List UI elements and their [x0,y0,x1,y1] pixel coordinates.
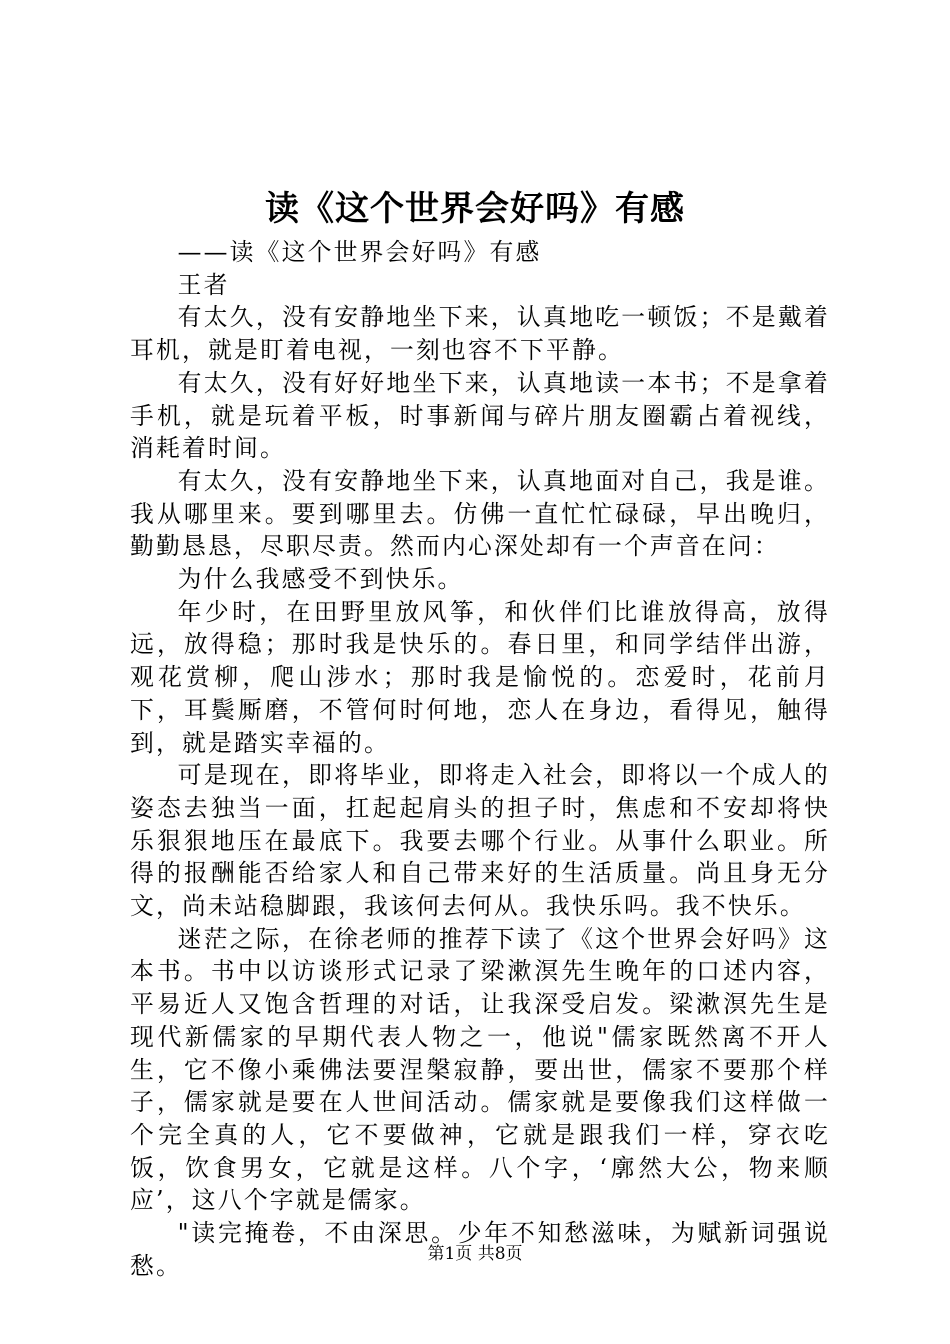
paragraph: 有太久，没有安静地坐下来，认真地吃一顿饭；不是戴着耳机，就是盯着电视，一刻也容不下平静。 [130,303,830,365]
subtitle: ——读《这个世界会好吗》有感 [177,238,542,266]
paragraph: "读完掩卷，不由深思。少年不知愁滋味，为赋新词强说愁。 [130,1219,830,1280]
paragraph: 为什么我感受不到快乐。 [177,565,464,594]
document-title: 读《这个世界会好吗》有感 [265,189,685,229]
paragraph: 有太久，没有安静地坐下来，认真地面对自己，我是谁。我从哪里来。要到哪里去。仿佛一直忙忙碌碌，早出晚归，勤勤恳恳，尽职尽责。然而内心深处却有一个声音在问： [130,466,830,561]
document-body [130,236,830,1283]
paragraph: 年少时，在田野里放风筝，和伙伴们比谁放得高，放得远，放得稳；那时我是快乐的。春日里，和同学结伴出游，观花赏柳，爬山涉水；那时我是愉悦的。恋爱时，花前月下，耳鬓厮磨，不管何时何地，恋人在身边，看得见，触得到，就是踏实幸福的。 [130,597,830,757]
paragraph: 迷茫之际，在徐老师的推荐下读了《这个世界会好吗》这本书。书中以访谈形式记录了梁漱溟先生晚年的口述内容，平易近人又饱含哲理的对话，让我深受启发。梁漱溟先生是现代新儒家的早期代表人物之一，他说"儒家既然离不开人生，它不像小乘佛法要涅槃寂静，要出世，儒家不要那个样子，儒家就是要在人世间活动。儒家就是要像我们这样做一个完全真的人，它不要做神，它就是跟我们一样，穿衣吃饭，饮食男女，它就是这样。八个字，‘廓然大公，物来顺应’，这八个字就是儒家。 [130,924,830,1215]
author: 王者 [177,270,230,299]
paragraph: 有太久，没有好好地坐下来，认真地读一本书；不是拿着手机，就是玩着平板，时事新闻与碎片朋友圈霸占着视线，消耗着时间。 [130,368,830,463]
page-footer: 第1页 共8页 [427,1244,523,1264]
paragraph: 可是现在，即将毕业，即将走入社会，即将以一个成人的姿态去独当一面，扛起起肩头的担子时，焦虑和不安却将快乐狠狠地压在最底下。我要去哪个行业。从事什么职业。所得的报酬能否给家人和自己带来好的生活质量。尚且身无分文，尚未站稳脚跟，我该何去何从。我快乐吗。我不快乐。 [130,761,830,921]
